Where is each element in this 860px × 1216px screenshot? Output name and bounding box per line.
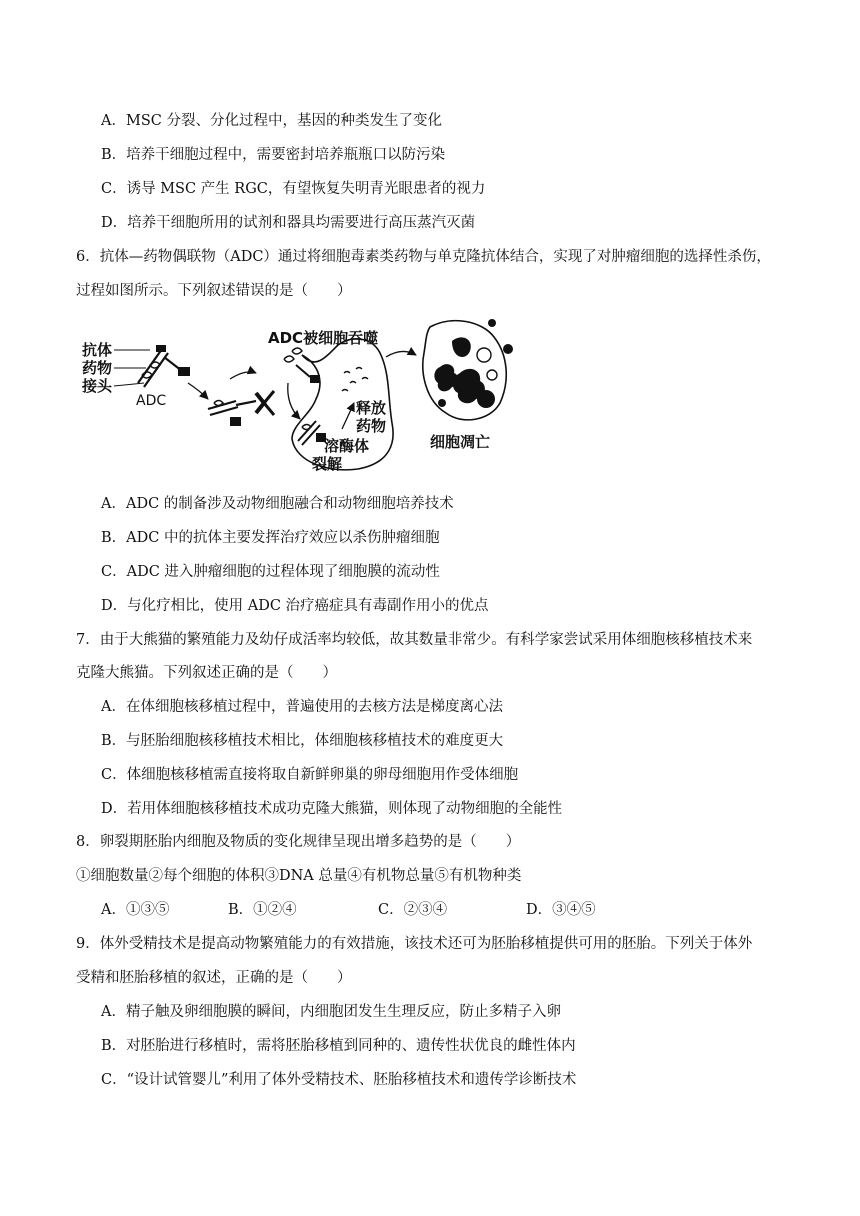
q9-stem-line2: 受精和胚胎移植的叙述，正确的是（ ）: [76, 970, 352, 986]
q8-option-a: A．①③⑤: [101, 902, 170, 918]
q5-option-b: B．培养干细胞过程中，需要密封培养瓶瓶口以防污染: [101, 147, 446, 163]
q5-option-c: C．诱导 MSC 产生 RGC，有望恢复失明青光眼患者的视力: [101, 181, 486, 197]
label-drug: 药物: [82, 359, 113, 377]
q7-stem-line1: 7．由于大熊猫的繁殖能力及幼仔成活率均较低，故其数量非常少。有科学家尝试采用体细胞核移植技术来: [76, 632, 753, 648]
adc-molecule-icon: [138, 345, 190, 387]
q6-option-b: B．ADC 中的抗体主要发挥治疗效应以杀伤肿瘤细胞: [101, 530, 440, 546]
label-release-2: 药物: [356, 417, 387, 435]
q7-option-d: D．若用体细胞核移植技术成功克隆大熊猫，则体现了动物细胞的全能性: [101, 801, 563, 817]
label-lysis: 裂解: [312, 455, 343, 473]
q5-option-d: D．培养干细胞所用的试剂和器具均需要进行高压蒸汽灭菌: [101, 215, 476, 231]
arrow-binding: [188, 383, 208, 399]
released-drug-icon: [342, 368, 368, 392]
adc-process-figure: [80, 313, 540, 485]
arrow-release: [342, 403, 354, 429]
label-adc: ADC: [136, 393, 167, 409]
label-adc-engulfed: ADC被细胞吞噬: [268, 329, 379, 347]
q5-option-a: A．MSC 分裂、分化过程中，基因的种类发生了变化: [101, 113, 442, 129]
label-apoptosis: 细胞凋亡: [430, 433, 491, 451]
q8-option-c: C．②③④: [378, 902, 448, 918]
arrow-apoptosis: [386, 351, 416, 357]
label-linker: 接头: [82, 377, 113, 395]
q7-option-b: B．与胚胎细胞核移植技术相比，体细胞核移植技术的难度更大: [101, 733, 504, 749]
q9-option-c: C．“设计试管婴儿”利用了体外受精技术、胚胎移植技术和遗传学诊断技术: [101, 1072, 577, 1088]
q7-stem-line2: 克隆大熊猫。下列叙述正确的是（ ）: [76, 665, 337, 681]
q8-stem: 8．卵裂期胚胎内细胞及物质的变化规律呈现出增多趋势的是（ ）: [76, 834, 521, 850]
q6-option-a: A．ADC 的制备涉及动物细胞融合和动物细胞培养技术: [101, 496, 454, 512]
apoptotic-cell-icon: [423, 319, 513, 420]
adc-bound-receptor-icon: [208, 391, 274, 426]
q6-option-d: D．与化疗相比，使用 ADC 治疗癌症具有毒副作用小的优点: [101, 598, 489, 614]
q7-option-a: A．在体细胞核移植过程中，普遍使用的去核方法是梯度离心法: [101, 699, 503, 715]
label-antibody: 抗体: [82, 341, 113, 359]
arrow-engulf: [230, 372, 256, 379]
q8-items: ①细胞数量②每个细胞的体积③DNA 总量④有机物总量⑤有机物种类: [76, 868, 522, 884]
label-lysosome: 溶酶体: [324, 437, 370, 455]
leader-lines: [114, 350, 150, 386]
arrow-to-lysosome: [288, 383, 300, 419]
q9-option-a: A．精子触及卵细胞膜的瞬间，内细胞团发生生理反应，防止多精子入卵: [101, 1004, 561, 1020]
q6-stem-line1: 6．抗体—药物偶联物（ADC）通过将细胞毒素类药物与单克隆抗体结合，实现了对肿瘤细胞的选择性杀伤，: [76, 249, 771, 265]
label-release-1: 释放: [356, 399, 387, 417]
q6-option-c: C．ADC 进入肿瘤细胞的过程体现了细胞膜的流动性: [101, 564, 440, 580]
q8-option-d: D．③④⑤: [526, 902, 596, 918]
q8-options-row: [101, 900, 621, 920]
q6-stem-line2: 过程如图所示。下列叙述错误的是（ ）: [76, 283, 352, 299]
q7-option-c: C．体细胞核移植需直接将取自新鲜卵巢的卵母细胞用作受体细胞: [101, 767, 519, 783]
q9-option-b: B．对胚胎进行移植时，需将胚胎移植到同种的、遗传性状优良的雌性体内: [101, 1038, 576, 1054]
lysosome-icon: [298, 421, 326, 445]
q9-stem-line1: 9．体外受精技术是提高动物繁殖能力的有效措施，该技术还可为胚胎移植提供可用的胚胎。下列关于体外: [76, 936, 753, 952]
q8-option-b: B．①②④: [228, 902, 297, 918]
